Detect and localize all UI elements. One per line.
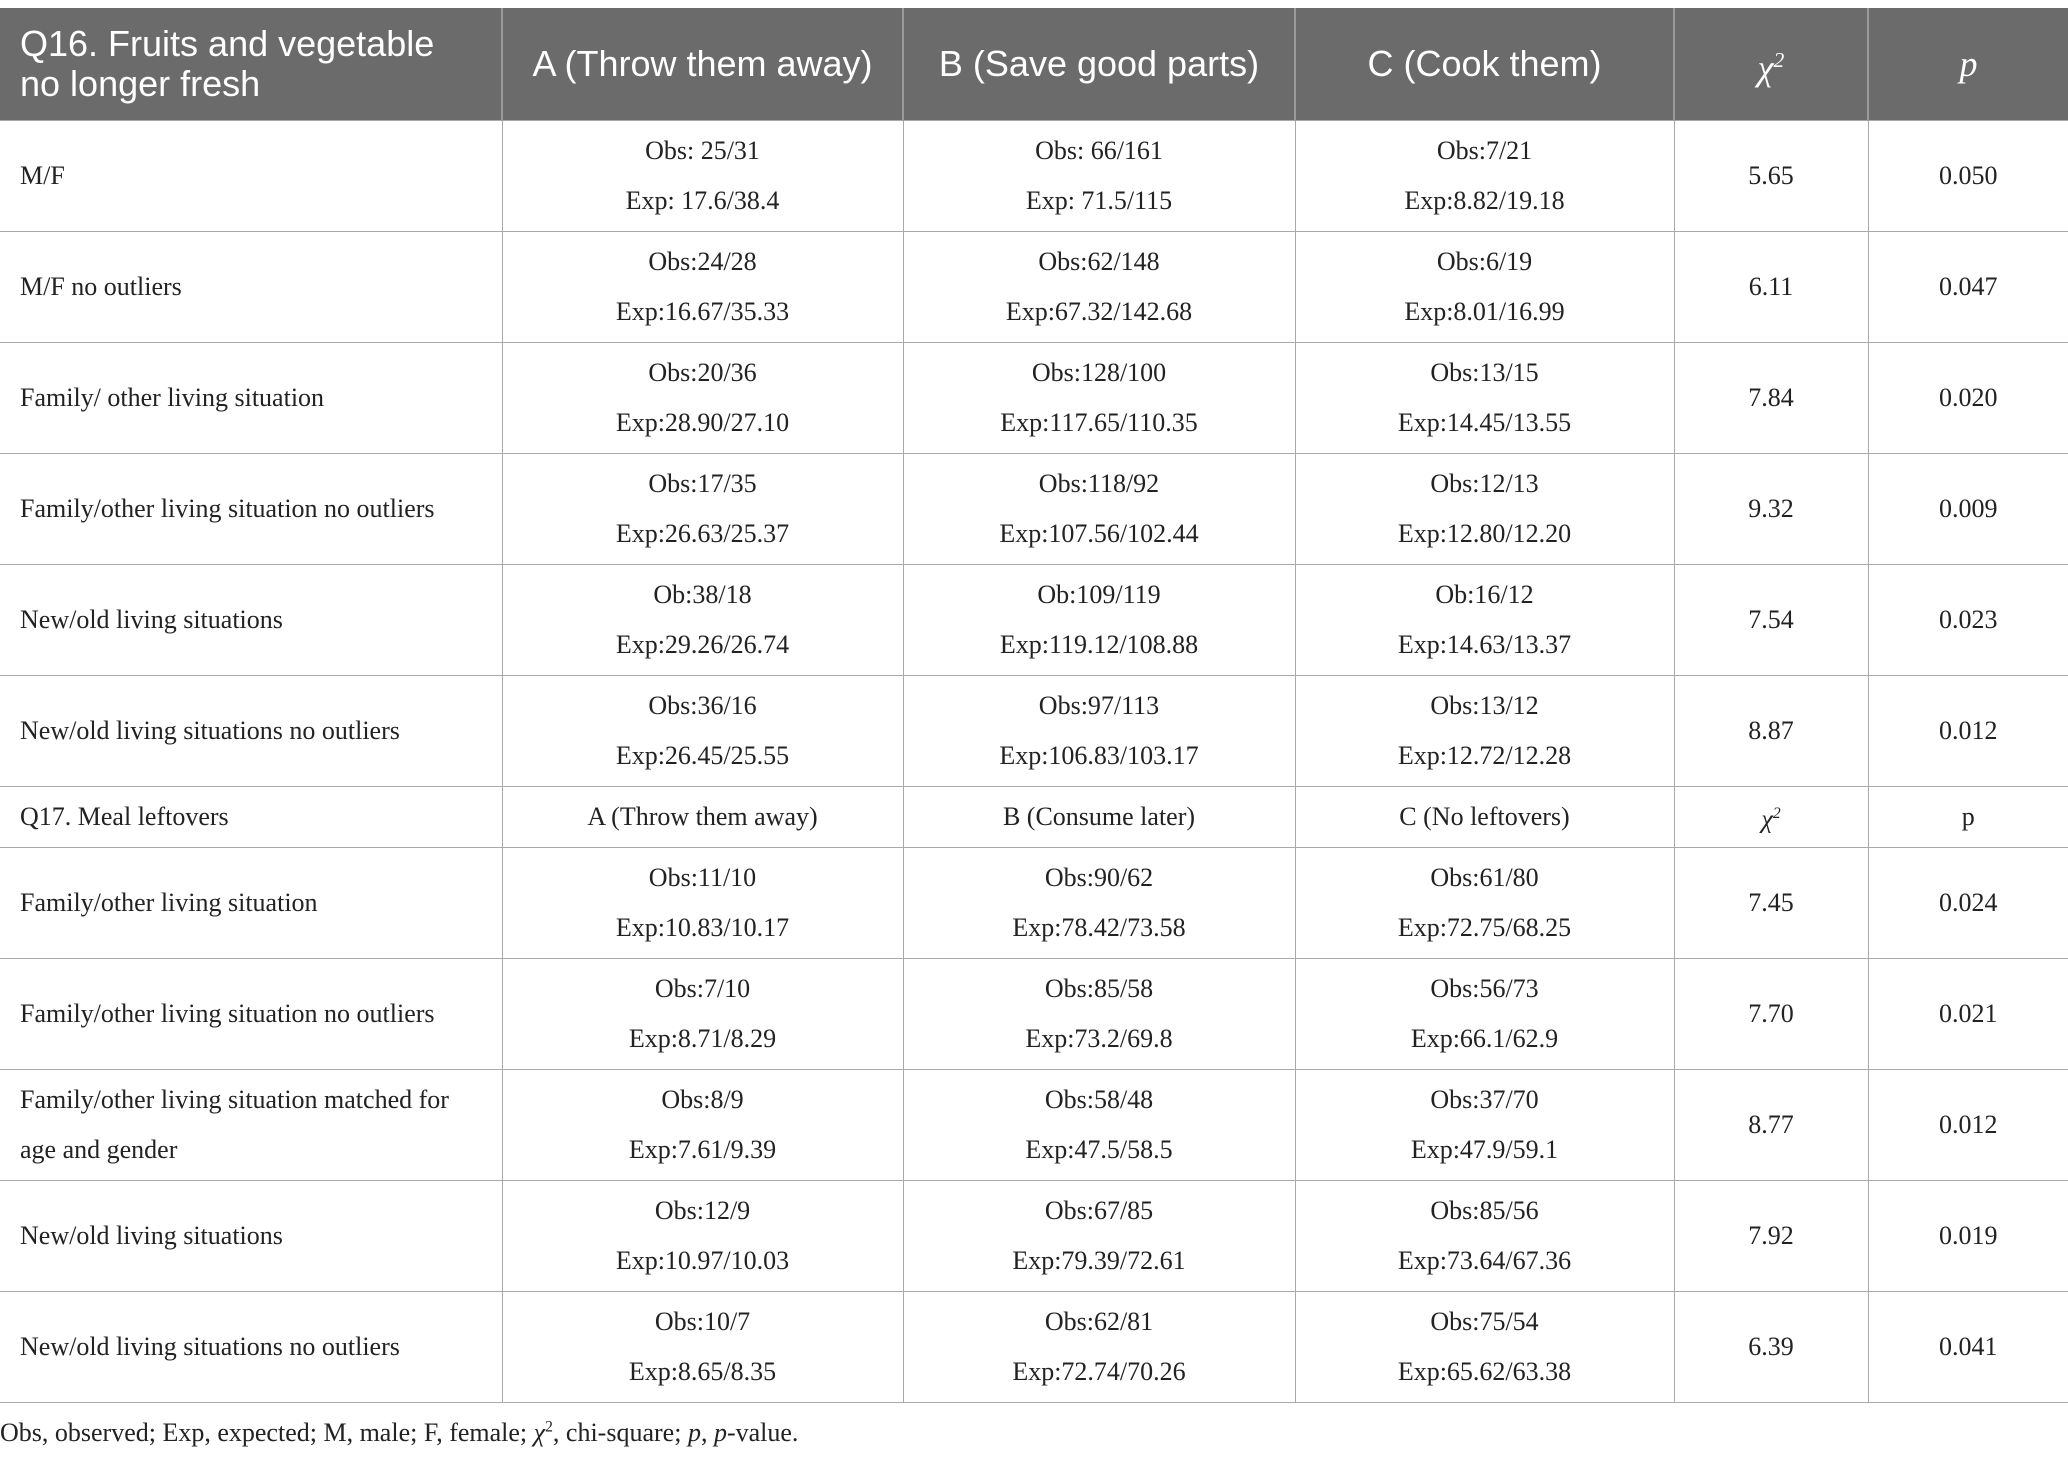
cell-chi-square: 7.92 [1674, 1180, 1868, 1291]
cell-a [502, 120, 903, 231]
exp-value: Exp:14.63/13.37 [1397, 629, 1572, 659]
exp-value: Exp:8.82/19.18 [1404, 185, 1565, 215]
row-label: Family/other living situation no outliers [0, 453, 502, 564]
chi-symbol: χ [1757, 47, 1774, 88]
cell-p-value: 0.019 [1868, 1180, 2068, 1291]
exp-value: Exp:8.01/16.99 [1404, 296, 1565, 326]
exp-value: Exp:26.45/25.55 [615, 740, 790, 770]
exp-value: Exp:73.2/69.8 [1025, 1023, 1173, 1053]
table-row [0, 342, 2068, 453]
table-row [0, 564, 2068, 675]
cell-p-value: 0.012 [1868, 1069, 2068, 1180]
exp-value: Exp:78.42/73.58 [1012, 912, 1186, 942]
cell-c [1295, 1069, 1674, 1180]
cell-chi-square: 7.54 [1674, 564, 1868, 675]
cell-a [502, 453, 903, 564]
exp-value: Exp: 17.6/38.4 [625, 185, 780, 215]
cell-c [1295, 453, 1674, 564]
results-table [0, 8, 2068, 1403]
table-row [0, 675, 2068, 786]
obs-value: Obs:20/36 [648, 357, 757, 387]
cell-b [903, 453, 1295, 564]
cell-a [502, 675, 903, 786]
obs-value: Obs:61/80 [1430, 862, 1539, 892]
cell-p-value: 0.021 [1868, 958, 2068, 1069]
footnote-p-symbol: p [713, 1418, 727, 1447]
cell-c [1295, 1180, 1674, 1291]
table-row [0, 1069, 2068, 1180]
obs-value: Obs:13/12 [1430, 690, 1539, 720]
q17-p-value: p [1868, 786, 2068, 847]
cell-chi-square: 8.77 [1674, 1069, 1868, 1180]
chi-superscript: 2 [1773, 47, 1785, 72]
cell-chi-square: 7.45 [1674, 847, 1868, 958]
header-col-a: A (Throw them away) [502, 8, 903, 120]
cell-a [502, 342, 903, 453]
obs-value: Obs:85/56 [1430, 1195, 1539, 1225]
cell-a [502, 1069, 903, 1180]
cell-b [903, 847, 1295, 958]
exp-value: Exp:8.71/8.29 [628, 1023, 777, 1053]
row-label: New/old living situations no outliers [0, 675, 502, 786]
table-row [0, 120, 2068, 231]
cell-c [1295, 342, 1674, 453]
table-row [0, 958, 2068, 1069]
row-label: Family/ other living situation [0, 342, 502, 453]
exp-value: Exp:106.83/103.17 [999, 740, 1199, 770]
exp-value: Exp:66.1/62.9 [1410, 1023, 1559, 1053]
row-label: New/old living situations [0, 1180, 502, 1291]
obs-value: Obs:10/7 [654, 1306, 751, 1336]
cell-p-value: 0.024 [1868, 847, 2068, 958]
cell-c [1295, 958, 1674, 1069]
cell-c [1295, 564, 1674, 675]
q17-col-c: C (No leftovers) [1295, 786, 1674, 847]
cell-chi-square: 9.32 [1674, 453, 1868, 564]
cell-c [1295, 675, 1674, 786]
exp-value: Exp:14.45/13.55 [1397, 407, 1572, 437]
row-label: New/old living situations no outliers [0, 1291, 502, 1402]
cell-a [502, 1180, 903, 1291]
obs-value: Obs:17/35 [648, 468, 757, 498]
cell-p-value: 0.023 [1868, 564, 2068, 675]
cell-b [903, 120, 1295, 231]
exp-value: Exp:107.56/102.44 [999, 518, 1199, 548]
table-row [0, 847, 2068, 958]
footnote-text: , [700, 1418, 714, 1447]
header-chi-square [1674, 8, 1868, 120]
obs-value: Ob:16/12 [1435, 579, 1534, 609]
obs-value: Obs:13/15 [1430, 357, 1539, 387]
exp-value: Exp:67.32/142.68 [1005, 296, 1193, 326]
cell-p-value: 0.012 [1868, 675, 2068, 786]
cell-a [502, 231, 903, 342]
obs-value: Obs:62/81 [1044, 1306, 1154, 1336]
exp-value: Exp: 71.5/115 [1025, 185, 1173, 215]
cell-b [903, 1291, 1295, 1402]
exp-value: Exp:8.65/8.35 [628, 1356, 777, 1386]
cell-p-value: 0.041 [1868, 1291, 2068, 1402]
cell-p-value: 0.047 [1868, 231, 2068, 342]
obs-value: Obs:58/48 [1044, 1084, 1154, 1114]
obs-value: Obs:6/19 [1436, 246, 1533, 276]
exp-value: Exp:26.63/25.37 [615, 518, 790, 548]
exp-value: Exp:28.90/27.10 [615, 407, 790, 437]
table-row [0, 453, 2068, 564]
table-row [0, 1180, 2068, 1291]
obs-value: Obs: 25/31 [645, 135, 760, 165]
chi-symbol: χ [1761, 804, 1773, 834]
exp-value: Exp:29.26/26.74 [615, 629, 790, 659]
obs-value: Obs:37/70 [1430, 1084, 1539, 1114]
cell-b [903, 958, 1295, 1069]
header-col-b: B (Save good parts) [903, 8, 1295, 120]
exp-value: Exp:79.39/72.61 [1012, 1245, 1186, 1275]
cell-chi-square: 6.39 [1674, 1291, 1868, 1402]
exp-value: Exp:72.74/70.26 [1012, 1356, 1186, 1386]
cell-chi-square: 7.84 [1674, 342, 1868, 453]
exp-value: Exp:47.9/59.1 [1410, 1134, 1559, 1164]
exp-value: Exp:16.67/35.33 [615, 296, 790, 326]
cell-b [903, 342, 1295, 453]
cell-p-value: 0.050 [1868, 120, 2068, 231]
obs-value: Obs:62/148 [1038, 246, 1160, 276]
obs-value: Ob:38/18 [653, 579, 752, 609]
cell-chi-square: 8.87 [1674, 675, 1868, 786]
cell-a [502, 564, 903, 675]
table-body [0, 120, 2068, 1402]
footnote-text: -value. [726, 1418, 799, 1447]
cell-c [1295, 231, 1674, 342]
cell-chi-square: 5.65 [1674, 120, 1868, 231]
cell-p-value: 0.009 [1868, 453, 2068, 564]
q17-subheader-row [0, 786, 2068, 847]
q17-col-b: B (Consume later) [903, 786, 1295, 847]
footnote-p-symbol: p [687, 1418, 701, 1447]
obs-value: Obs:128/100 [1031, 357, 1167, 387]
obs-value: Obs:67/85 [1044, 1195, 1154, 1225]
cell-chi-square: 6.11 [1674, 231, 1868, 342]
cell-c [1295, 847, 1674, 958]
obs-value: Obs:97/113 [1038, 690, 1160, 720]
obs-value: Obs:118/92 [1038, 468, 1160, 498]
cell-c [1295, 120, 1674, 231]
exp-value: Exp:72.75/68.25 [1397, 912, 1572, 942]
exp-value: Exp:47.5/58.5 [1025, 1134, 1173, 1164]
row-label: Family/other living situation matched for age and gender [0, 1069, 502, 1180]
cell-a [502, 958, 903, 1069]
cell-chi-square: 7.70 [1674, 958, 1868, 1069]
exp-value: Exp:117.65/110.35 [1000, 407, 1198, 437]
header-question: Q16. Fruits and vegetable no longer fresh [0, 8, 502, 120]
obs-value: Obs:24/28 [648, 246, 757, 276]
cell-p-value: 0.020 [1868, 342, 2068, 453]
obs-value: Obs: 66/161 [1035, 135, 1163, 165]
table-header-row [0, 8, 2068, 120]
exp-value: Exp:10.83/10.17 [615, 912, 790, 942]
cell-b [903, 1180, 1295, 1291]
obs-value: Obs:85/58 [1044, 973, 1154, 1003]
obs-value: Ob:109/119 [1037, 579, 1161, 609]
obs-value: Obs:12/9 [654, 1195, 751, 1225]
row-label: New/old living situations [0, 564, 502, 675]
obs-value: Obs:7/10 [654, 973, 751, 1003]
exp-value: Exp:119.12/108.88 [999, 629, 1199, 659]
row-label: M/F no outliers [0, 231, 502, 342]
exp-value: Exp:10.97/10.03 [615, 1245, 790, 1275]
q17-question: Q17. Meal leftovers [0, 786, 502, 847]
table-footnote [0, 1418, 798, 1448]
header-col-c: C (Cook them) [1295, 8, 1674, 120]
footnote-text: Obs, observed; Exp, expected; M, male; F, female; [0, 1418, 534, 1447]
header-p-value: p [1868, 8, 2068, 120]
exp-value: Exp:65.62/63.38 [1397, 1356, 1572, 1386]
obs-value: Obs:12/13 [1430, 468, 1539, 498]
cell-c [1295, 1291, 1674, 1402]
exp-value: Exp:73.64/67.36 [1397, 1245, 1572, 1275]
cell-b [903, 564, 1295, 675]
obs-value: Obs:56/73 [1430, 973, 1539, 1003]
row-label: Family/other living situation [0, 847, 502, 958]
obs-value: Obs:90/62 [1044, 862, 1154, 892]
footnote-chi-symbol: χ [533, 1418, 546, 1447]
cell-b [903, 231, 1295, 342]
obs-value: Obs:36/16 [648, 690, 757, 720]
cell-b [903, 675, 1295, 786]
cell-a [502, 847, 903, 958]
cell-a [502, 1291, 903, 1402]
q17-chi-square [1674, 786, 1868, 847]
table-row [0, 1291, 2068, 1402]
row-label: M/F [0, 120, 502, 231]
exp-value: Exp:7.61/9.39 [628, 1134, 777, 1164]
row-label: Family/other living situation no outliers [0, 958, 502, 1069]
obs-value: Obs:11/10 [648, 862, 757, 892]
obs-value: Obs:75/54 [1430, 1306, 1539, 1336]
obs-value: Obs:8/9 [661, 1084, 744, 1114]
chi-superscript: 2 [1772, 804, 1781, 822]
obs-value: Obs:7/21 [1436, 135, 1533, 165]
q17-col-a: A (Throw them away) [502, 786, 903, 847]
footnote-text: , chi-square; [552, 1418, 688, 1447]
cell-b [903, 1069, 1295, 1180]
exp-value: Exp:12.80/12.20 [1397, 518, 1572, 548]
table-row [0, 231, 2068, 342]
exp-value: Exp:12.72/12.28 [1397, 740, 1572, 770]
footnote-chi-superscript: 2 [545, 1418, 553, 1436]
